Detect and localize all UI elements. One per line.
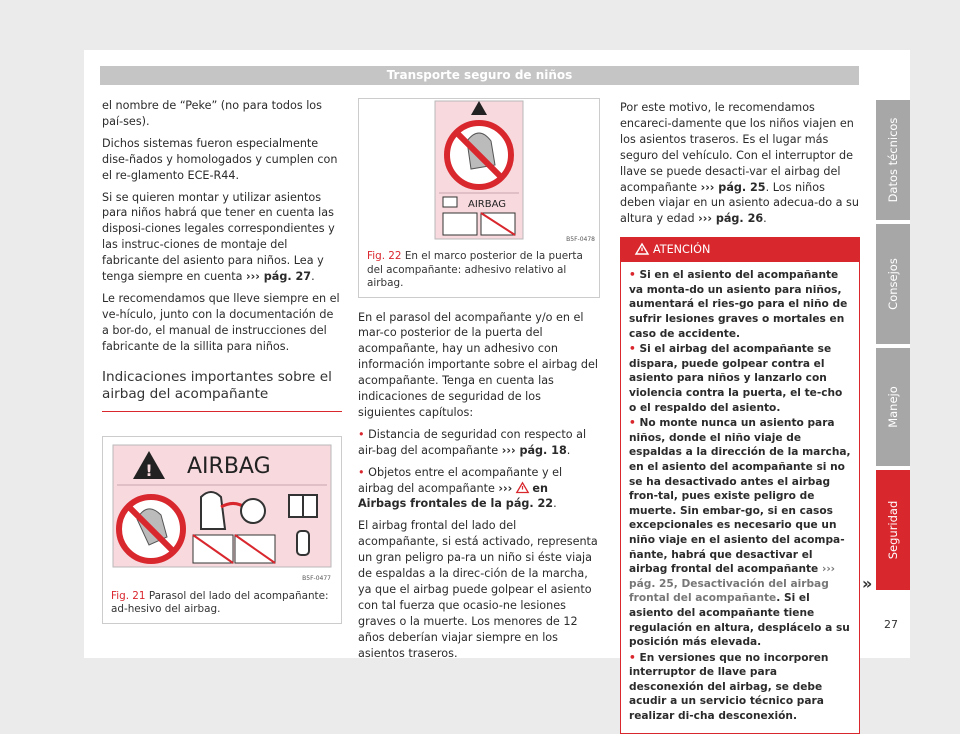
figure-caption: Fig. 21 Parasol del lado del acompañante: ad-hesivo del airbag. [111, 589, 329, 616]
figure-21 [102, 436, 342, 624]
tab-manejo[interactable]: Manejo [876, 348, 910, 466]
column-middle [358, 100, 600, 668]
page-reference-link[interactable]: ››› pág. 27 [246, 270, 312, 284]
figure-caption: Fig. 22 En el marco posterior de la puerta del acompañante: adhesivo relativo al airbag. [367, 250, 583, 289]
airbag-sticker-illustration [103, 437, 341, 585]
warning-triangle-icon [635, 243, 649, 255]
tab-datos-tecnicos[interactable]: Datos técnicos [876, 100, 910, 220]
bullet-icon: • [629, 343, 636, 356]
airbag-label: AIRBAG [467, 199, 507, 210]
page-reference-link[interactable]: ››› pág. 25 [700, 180, 766, 194]
warning-item: • No monte nunca un asiento para niños, donde el niño viaje de espaldas a la dirección de la marcha, en el asiento del acompañante si no se ha desactivado antes el airbag fron-tal, pues existe peligro de muerte. Sin embar-go, si en casos excepcionales es necesario que un niño viaje en el asiento del acompa-ñante, habrá que desactivar el airbag frontal del acompañante ››› pág. 25, Desactivación del airbag frontal del acompañante. Si el asiento del acompañante tiene regulación en altura, desplácelo a su posición más elevada. [629, 417, 851, 649]
warning-item: • En versiones que no incorporen interruptor de llave para desconexión del airbag, se debe acudir a un servicio técnico para realizar di-cha desconexión. [629, 651, 829, 723]
page-reference-link[interactable]: ››› pág. 18 [501, 443, 567, 457]
hand-icon [297, 531, 309, 555]
warning-title: ATENCIÓN [653, 243, 711, 257]
tab-seguridad[interactable]: Seguridad [876, 470, 910, 590]
column-left [102, 98, 342, 624]
list-item: • Distancia de seguridad con respecto al air-bag del acompañante ››› pág. 18. [358, 427, 587, 457]
paragraph: Dichos sistemas fueron especialmente dise-ñados y homologados y cumplen con el re-glamento ECE-R44. [102, 136, 338, 182]
paragraph: Si se quieren montar y utilizar asientos para niños habrá que tener en cuenta las disposi-ciones legales correspondientes y las instruc-ciones de montaje del fabricante del asiento para niños. Lea y tenga siempre en cuenta ››› pág. 27. [102, 190, 335, 284]
bullet-icon: • [629, 269, 636, 282]
figure-number: Fig. 22 [367, 250, 402, 262]
page-reference-link[interactable]: en Airbags frontales de la pág. 22 [358, 481, 554, 511]
figure-code: B5F-0477 [302, 574, 331, 582]
warning-body [621, 262, 859, 732]
column-right [620, 100, 860, 734]
svg-text:!: ! [145, 460, 153, 480]
warning-triangle-icon [516, 482, 529, 493]
airbag-label: AIRBAG [187, 453, 271, 479]
warning-item: • Si el airbag del acompañante se dispara, puede golpear contra el asiento para niños y lanzarlo con violencia contra la puerta, el te-cho o el respaldo del asiento. [629, 343, 843, 414]
warning-box [620, 237, 860, 733]
figure-22 [358, 98, 600, 298]
bullet-icon: • [358, 465, 365, 479]
paragraph: En el parasol del acompañante y/o en el mar-co posterior de la puerta del acompañante, hay un adhesivo con información importante sobre el airbag del acompañante. Tenga en cuenta las indicaciones de seguridad de los siguientes capítulos: [358, 310, 598, 419]
page-reference-link[interactable]: ››› pág. 25, Desactivación del airbag frontal del acompañante [629, 563, 836, 605]
warning-item: • Si en el asiento del acompañante va monta-do un asiento para niños, aumentará el ries-go para el niño de sufrir lesiones graves o mortales en caso de accidente. [629, 269, 848, 340]
paragraph: Por este motivo, le recomendamos encareci-damente que los niños viajen en los asientos traseros. Es el lugar más seguro del vehículo. Con el interruptor de llave se puede desacti-var el airbag del acompañante ››› pág. 25. Los niños deben viajar en un asiento adecua-do a su altura y edad ››› pág. 26. [620, 101, 859, 226]
tab-consejos[interactable]: Consejos [876, 224, 910, 344]
paragraph: El airbag frontal del lado del acompañante, si está activado, representa un gran peligro pa-ra un niño si éste viaja de espaldas a la direc-ción de la marcha, ya que el airbag puede golpear el asiento con tal fuerza que ocasio-ne lesiones graves o la muerte. Los menores de 12 años deberían viajar siempre en los asientos traseros. [358, 519, 598, 660]
door-frame-sticker-illustration [359, 99, 599, 245]
paragraph: Le recomendamos que lleve siempre en el ve-hículo, junto con la documentación de a bor-do, el manual de instrucciones del fabricante de la sillita para niños. [102, 291, 340, 353]
bullet-icon: • [629, 651, 636, 664]
continue-arrow-icon: » [862, 574, 873, 593]
figure-code: B5F-0478 [566, 236, 595, 243]
list-item: • Objetos entre el acompañante y el airbag del acompañante ››› en Airbags frontales de la pág. 22. [358, 465, 563, 511]
page-reference-link[interactable]: ››› pág. 26 [698, 212, 764, 226]
page-reference-link[interactable]: ››› [498, 481, 513, 495]
bullet-icon: • [358, 427, 365, 441]
page-header: Transporte seguro de niños [100, 66, 859, 85]
page-number: 27 [884, 618, 898, 631]
bullet-icon: • [629, 417, 636, 430]
paragraph: el nombre de “Peke” (no para todos los paí-ses). [102, 99, 322, 128]
section-title: Indicaciones importantes sobre el airbag del acompañante [102, 369, 342, 412]
figure-number: Fig. 21 [111, 589, 146, 602]
warning-header [621, 238, 859, 262]
